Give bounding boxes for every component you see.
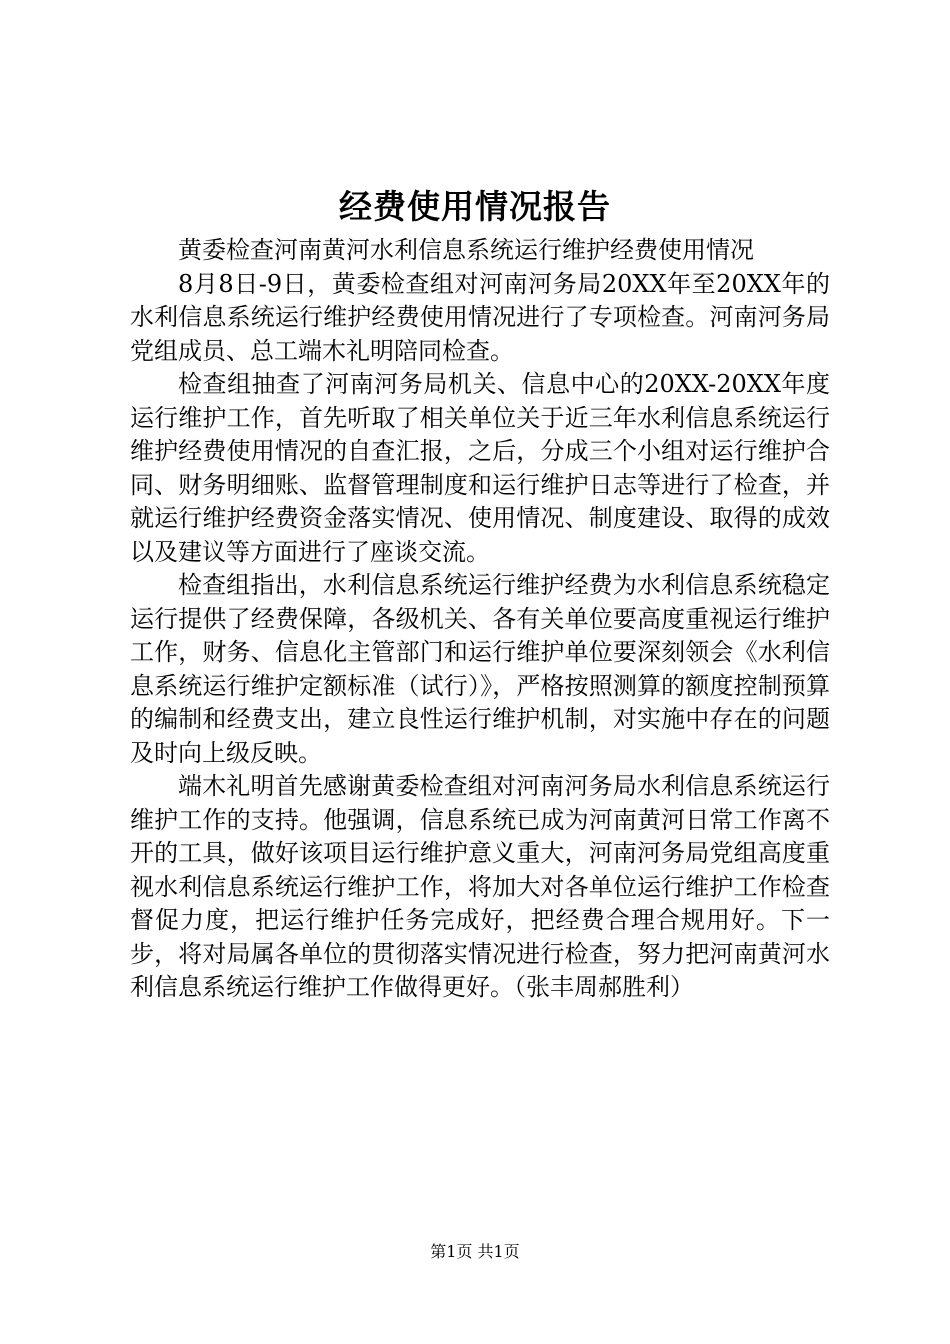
- paragraph-2: 检查组抽查了河南河务局机关、信息中心的20XX-20XX年度运行维护工作，首先听取了相关单位关于近三年水利信息系统运行维护经费使用情况的自查汇报，之后，分成三个小组对运行维护合同、财务明细账、监督管理制度和运行维护日志等进行了检查，并就运行维护经费资金落实情况、使用情况、制度建设、取得的成效以及建议等方面进行了座谈交流。: [130, 370, 830, 566]
- document-body: [130, 234, 830, 1005]
- paragraph-4: 端木礼明首先感谢黄委检查组对河南河务局水利信息系统运行维护工作的支持。他强调，信息系统已成为河南黄河日常工作离不开的工具，做好该项目运行维护意义重大，河南河务局党组高度重视水利信息系统运行维护工作，将加大对各单位运行维护工作检查督促力度，把运行维护任务完成好，把经费合理合规用好。下一步，将对局属各单位的贯彻落实情况进行检查，努力把河南黄河水利信息系统运行维护工作做得更好。（张丰周郝胜利）: [130, 772, 830, 1001]
- paragraph-subtitle: 黄委检查河南黄河水利信息系统运行维护经费使用情况: [178, 236, 754, 264]
- page-number-footer: 第1页 共1页: [430, 1242, 520, 1261]
- paragraph-1: 8月8日-9日，黄委检查组对河南河务局20XX年至20XX年的水利信息系统运行维护经费使用情况进行了专项检查。河南河务局党组成员、总工端木礼明陪同检查。: [130, 269, 830, 365]
- document-title: 经费使用情况报告: [339, 187, 611, 226]
- paragraph-3: 检查组指出，水利信息系统运行维护经费为水利信息系统稳定运行提供了经费保障，各级机关、各有关单位要高度重视运行维护工作，财务、信息化主管部门和运行维护单位要深刻领会《水利信息系统运行维护定额标准（试行）》，严格按照测算的额度控制预算的编制和经费支出，建立良性运行维护机制，对实施中存在的问题及时向上级反映。: [130, 571, 830, 767]
